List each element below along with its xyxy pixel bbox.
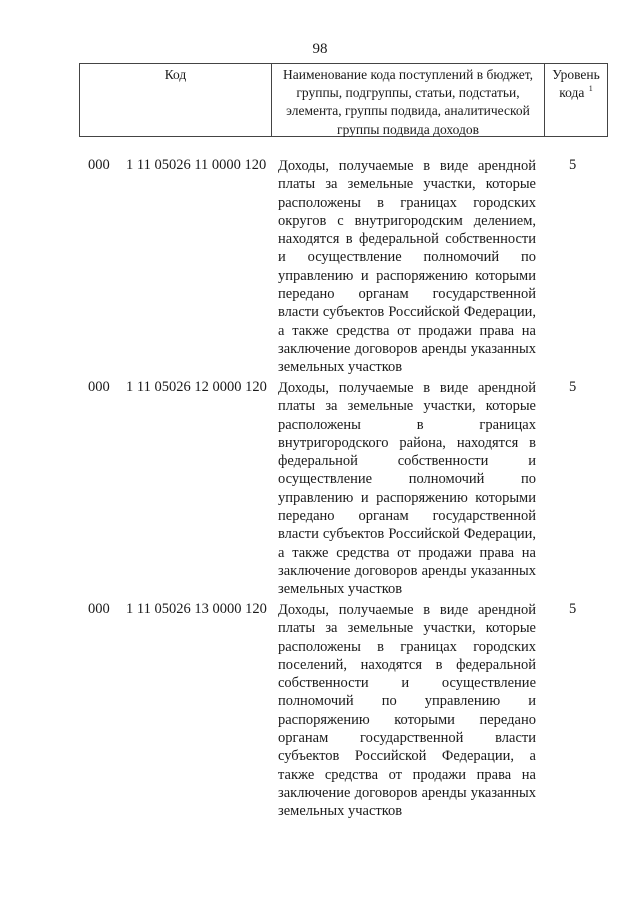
revenue-code: 1 11 05026 13 0000 120 xyxy=(126,601,267,617)
revenue-description: Доходы, получаемые в виде арендной платы за земельные участки, которые расположены в границах внутригородского района, находятся в федеральной собственности и осуществление полномочий по управлению и распоряжению которыми передано органам государственной власти субъектов Российской Федерации, а также средства от продажи права на заключение договоров аренды указанных земельных участков xyxy=(278,380,536,598)
header-name: Наименование кода поступлений в бюджет, группы, подгруппы, статьи, подстатьи, элемента, группы подвида, аналитической группы подвида доходов xyxy=(272,64,545,136)
header-level xyxy=(545,64,607,136)
code-level: 5 xyxy=(569,157,577,173)
header-code: Код xyxy=(80,64,272,136)
footnote-marker: 1 xyxy=(588,83,593,93)
table-header xyxy=(79,63,608,137)
code-prefix: 000 xyxy=(88,157,110,173)
revenue-code: 1 11 05026 11 0000 120 xyxy=(126,157,267,173)
code-prefix: 000 xyxy=(88,601,110,617)
header-level-label: Уровень xyxy=(552,67,600,82)
code-prefix: 000 xyxy=(88,379,110,395)
page-number: 98 xyxy=(312,41,328,57)
code-level: 5 xyxy=(569,379,577,395)
code-level: 5 xyxy=(569,601,577,617)
revenue-description: Доходы, получаемые в виде арендной платы за земельные участки, которые расположены в границах городских округов с внутригородским делением, находятся в федеральной собственности и осуществление полномочий по управлению и распоряжению которыми передано органам государственной власти субъектов Российской Федерации, а также средства от продажи права на заключение договоров аренды указанных земельных участков xyxy=(278,158,536,376)
revenue-code: 1 11 05026 12 0000 120 xyxy=(126,379,267,395)
header-level-label-line2: кода xyxy=(559,85,585,101)
revenue-description: Доходы, получаемые в виде арендной платы за земельные участки, которые расположены в границах городских поселений, находятся в федеральной собственности и осуществление полномочий по управлению и распоряжению которыми передано органам государственной власти субъектов Российской Федерации, а также средства от продажи права на заключение договоров аренды указанных земельных участков xyxy=(278,602,536,820)
